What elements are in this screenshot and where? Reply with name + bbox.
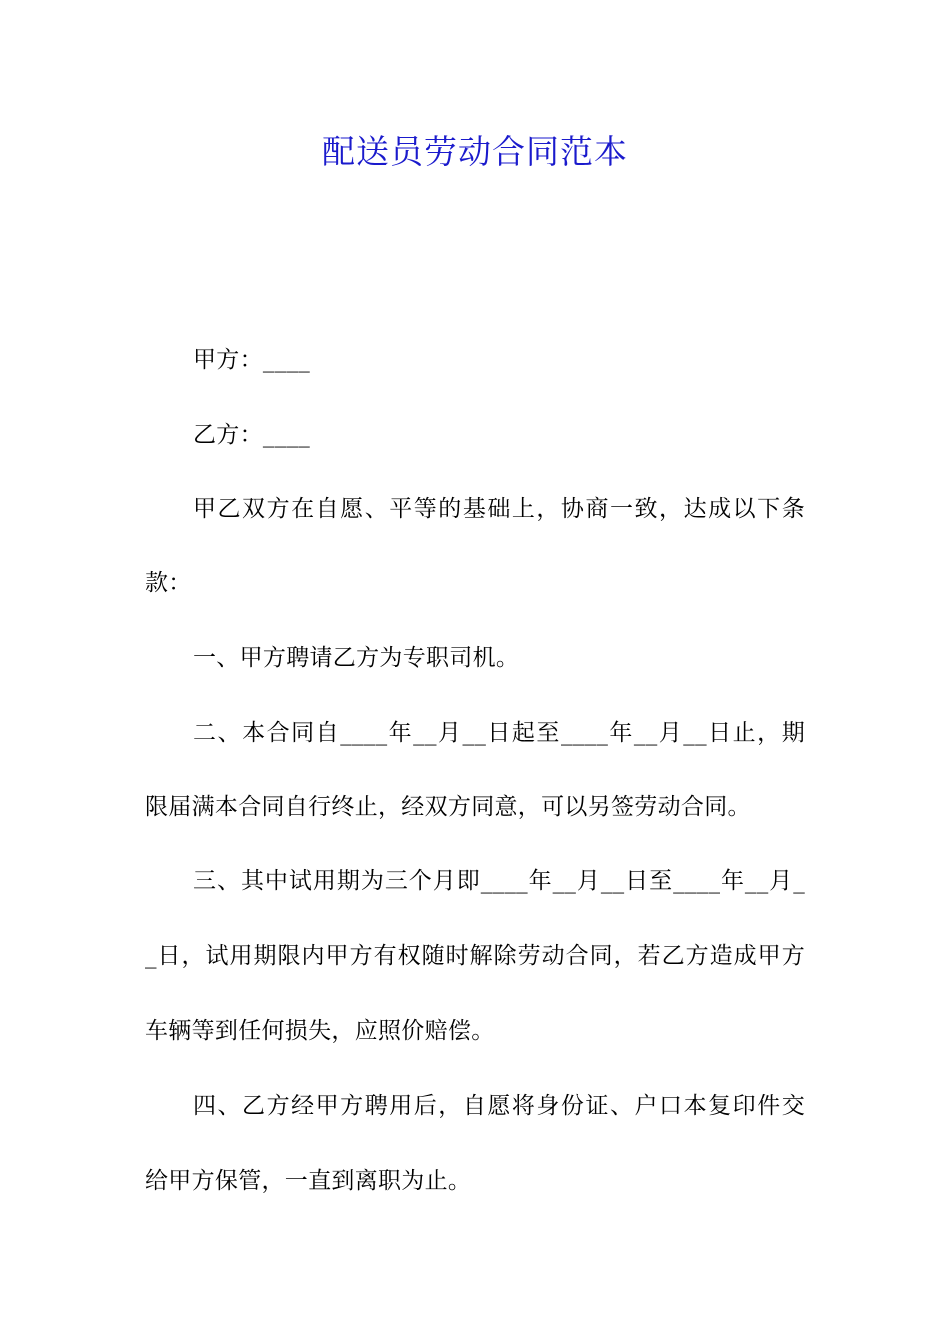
clause-1-line: 一、甲方聘请乙方为专职司机。 xyxy=(193,645,520,671)
party-b-line: 乙方：____ xyxy=(193,422,311,448)
clause-4-line-2: 给甲方保管，一直到离职为止。 xyxy=(145,1168,472,1194)
document-title: 配送员劳动合同范本 xyxy=(322,132,628,171)
preamble-line-1: 甲乙双方在自愿、平等的基础上，协商一致，达成以下条 xyxy=(193,496,805,522)
clause-2-line-1: 二、本合同自____年__月__日起至____年__月__日止，期 xyxy=(193,720,805,746)
clause-3-line-1: 三、其中试用期为三个月即____年__月__日至____年__月_ xyxy=(193,868,805,894)
clause-2-line-2: 限届满本合同自行终止，经双方同意，可以另签劳动合同。 xyxy=(145,794,751,820)
clause-3-line-3: 车辆等到任何损失，应照价赔偿。 xyxy=(145,1018,495,1044)
clause-4-line-1: 四、乙方经甲方聘用后，自愿将身份证、户口本复印件交 xyxy=(193,1093,805,1119)
party-a-line: 甲方：____ xyxy=(193,347,311,373)
preamble-line-2: 款： xyxy=(145,570,192,596)
clause-3-line-2: _日，试用期限内甲方有权随时解除劳动合同，若乙方造成甲方 xyxy=(145,943,805,969)
